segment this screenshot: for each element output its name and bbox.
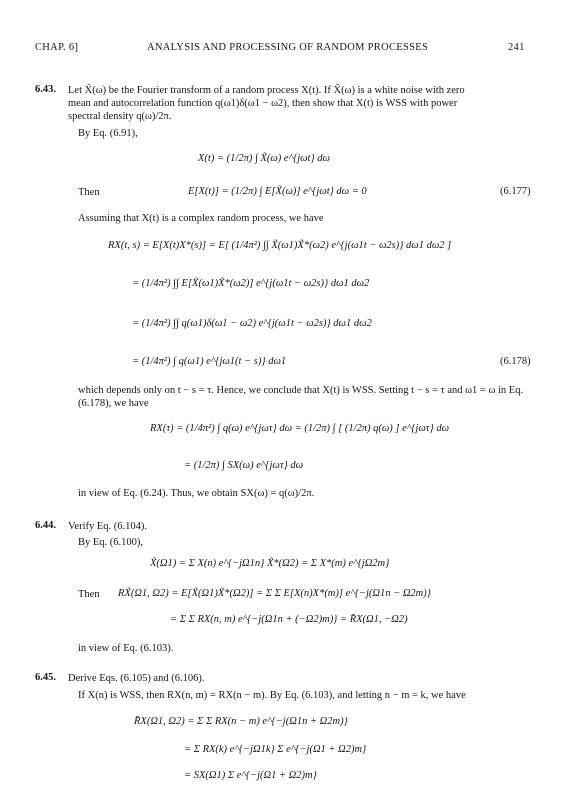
solution-text: in view of Eq. (6.103). [78,643,174,654]
equation-rx-line3: = (1/4π²) ∫∫ q(ω1)δ(ω1 − ω2) e^{j(ω1t − ω2s)} dω1 dω2 [132,318,372,329]
problem-number-6-43: 6.43. [35,84,56,95]
equation-rtau-line1: RX(τ) = (1/4π²) ∫ q(ω) e^{jωτ} dω = (1/2π) ∫ [ (1/2π) q(ω) ] e^{jωτ} dω [150,423,450,434]
solution-text: (6.178), we have [78,398,149,409]
problem-statement-line: Derive Eqs. (6.105) and (6.106). [68,673,205,684]
equation-mean: E[X(t)] = (1/2π) ∫ E[X̃(ω)] e^{jωt} dω = 0 [188,186,367,197]
problem-number-6-44: 6.44. [35,520,56,531]
equation-d-line2: = Σ RX(k) e^{−jΩ1k} Σ e^{−j(Ω1 + Ω2)m} [184,744,367,755]
problem-statement-line: spectral density q(ω)/2π. [68,111,172,122]
solution-text: If X(n) is WSS, then RX(n, m) = RX(n − m). By Eq. (6.103), and letting n − m = k, we have [78,690,466,701]
equation-rx-line4: = (1/4π²) ∫ q(ω1) e^{jω1(t − s)} dω1 [132,356,287,367]
page-number: 241 [508,42,525,53]
problem-statement-line: Let X̃(ω) be the Fourier transform of a random process X(t). If X̃(ω) is a white noise with zero [68,85,465,96]
problem-statement-line: Verify Eq. (6.104). [68,521,148,532]
equation-d-line1: R̄X(Ω1, Ω2) = Σ Σ RX(n − m) e^{−j(Ω1n + Ω2m)} [134,716,348,727]
equation-rx-line1: RX(t, s) = E[X(t)X*(s)] = E[ (1/4π²) ∫∫ X̃(ω1)X̃*(ω2) e^{j(ω1t − ω2s)} dω1 dω2 ] [108,240,452,251]
solution-text: Assuming that X(t) is a complex random process, we have [78,213,324,224]
problem-number-6-45: 6.45. [35,672,56,683]
equation-r-line2: = Σ Σ RX(n, m) e^{−j(Ω1n + (−Ω2)m)} = R̄X(Ω1, −Ω2) [170,614,408,625]
running-title: ANALYSIS AND PROCESSING OF RANDOM PROCESSES [147,42,429,53]
solution-text: Then [78,589,100,600]
solution-text: By Eq. (6.100), [78,537,144,548]
chapter-label: CHAP. 6] [35,42,79,53]
solution-text: By Eq. (6.91), [78,128,138,139]
equation-rtau-line2: = (1/2π) ∫ SX(ω) e^{jωτ} dω [184,460,304,471]
problem-statement-line: mean and autocorrelation function q(ω1)δ(ω1 − ω2), then show that X(t) is WSS with power [68,98,458,109]
solution-text: which depends only on t − s = τ. Hence, we conclude that X(t) is WSS. Setting t − s = τ and ω1 = ω in Eq. [78,385,524,396]
equation-number: (6.177) [500,186,531,197]
solution-text: Then [78,187,100,198]
equation-r-line1: RX̃(Ω1, Ω2) = E[X̃(Ω1)X̃*(Ω2)] = Σ Σ E[X(n)X*(m)] e^{−j(Ω1n − Ω2m)} [118,588,431,599]
equation-d-line3: = SX(Ω1) Σ e^{−j(Ω1 + Ω2)m} [184,770,317,781]
equation-rx-line2: = (1/4π²) ∫∫ E[X̃(ω1)X̃*(ω2)] e^{j(ω1t − ω2s)} dω1 dω2 [132,278,370,289]
equation-number: (6.178) [500,356,531,367]
equation-dft-pair: X̃(Ω1) = Σ X(n) e^{−jΩ1n} X̃*(Ω2) = Σ X*(m) e^{jΩ2m} [150,558,390,569]
equation-x-of-t: X(t) = (1/2π) ∫ X̃(ω) e^{jωt} dω [198,153,330,164]
solution-text: in view of Eq. (6.24). Thus, we obtain SX(ω) = q(ω)/2π. [78,488,315,499]
